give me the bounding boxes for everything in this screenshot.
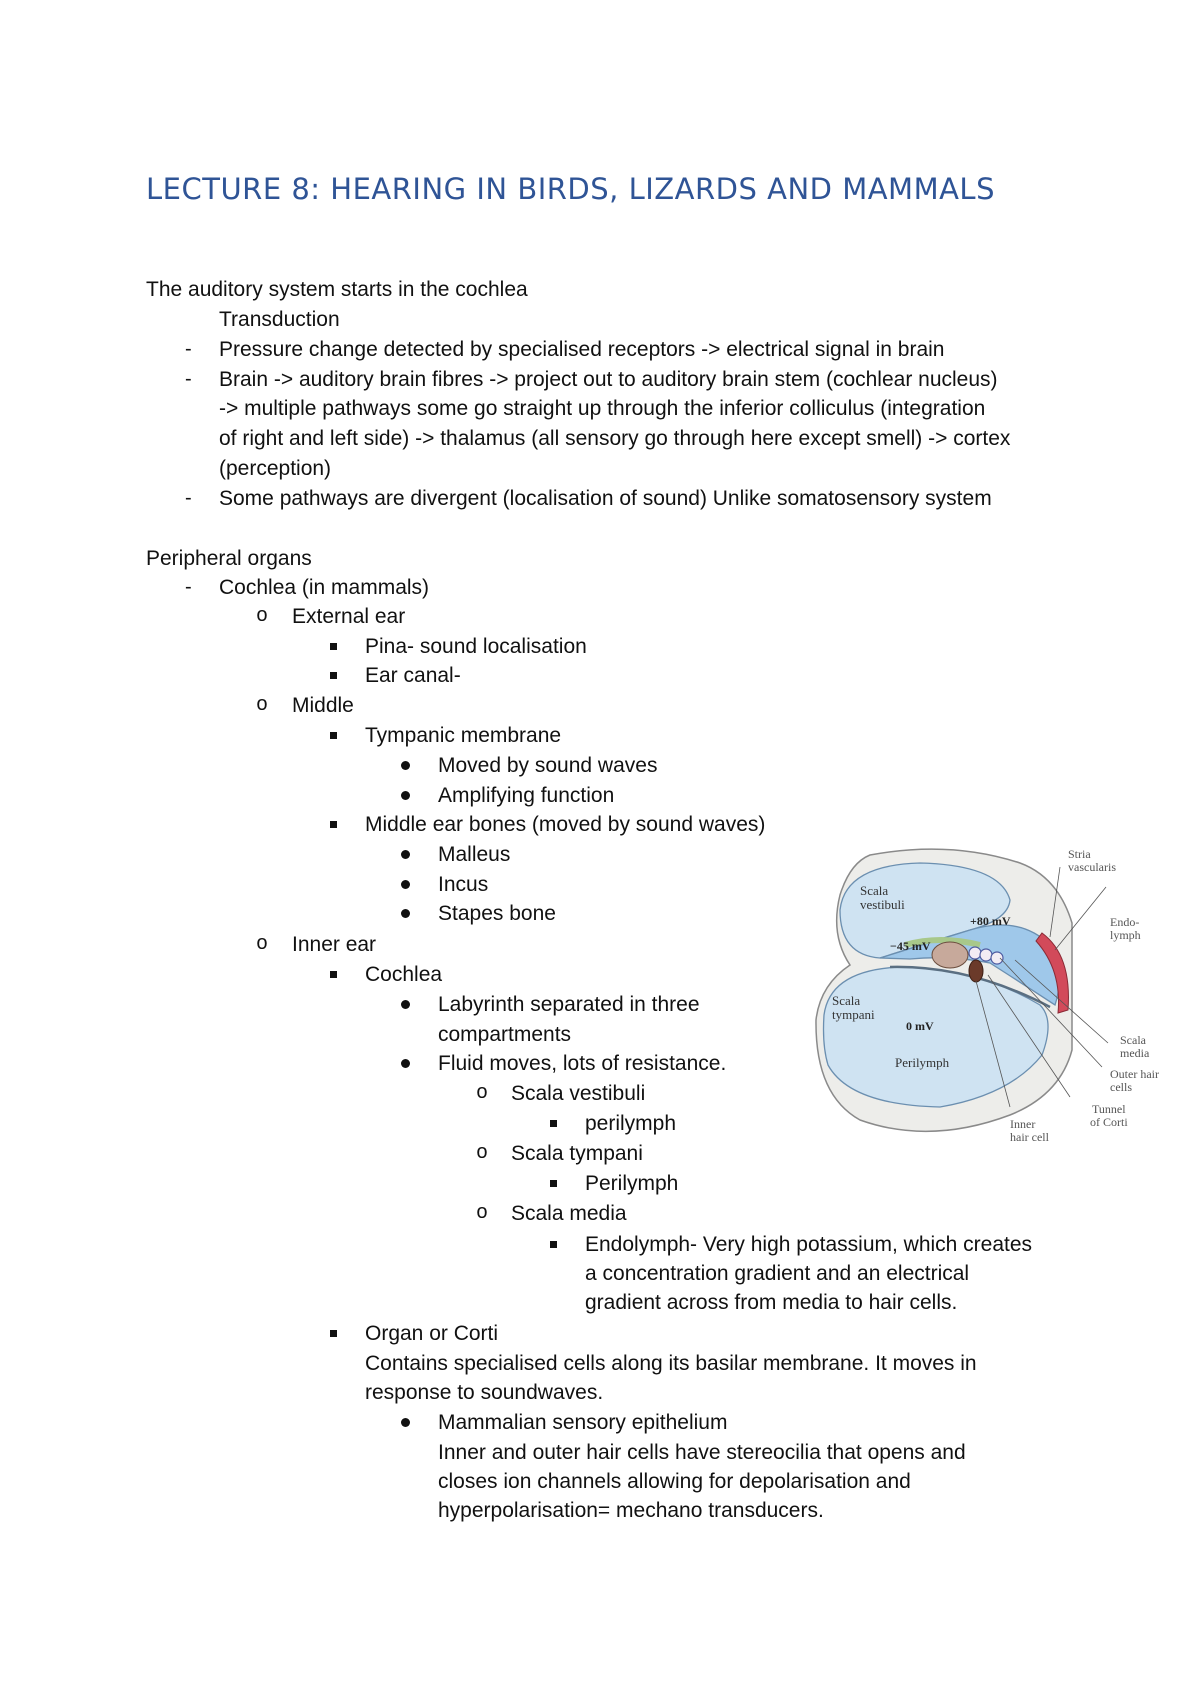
- paragraph: hyperpolarisation= mechano transducers.: [438, 1499, 824, 1522]
- outer-hair-cell: [969, 947, 981, 959]
- dot-bullet: [401, 1418, 410, 1427]
- cochlea-cross-section-diagram: [810, 845, 1182, 1175]
- label-scala-tympani: Scala: [832, 993, 861, 1008]
- list-item: Scala vestibuli: [511, 1082, 646, 1105]
- list-item: External ear: [292, 605, 406, 628]
- label-plus80: +80 mV: [970, 914, 1011, 928]
- list-item: Endolymph- Very high potassium, which creates: [585, 1233, 1033, 1256]
- square-bullet: [550, 1241, 557, 1248]
- list-item: Ear canal-: [365, 664, 461, 687]
- label-stria-vascularis: vascularis: [1068, 860, 1116, 874]
- circle-bullet: o: [256, 605, 269, 628]
- square-bullet: [550, 1120, 557, 1127]
- dot-bullet: [401, 1059, 410, 1068]
- label-scala-tympani: tympani: [832, 1007, 875, 1022]
- dot-bullet: [401, 880, 410, 889]
- paragraph: response to soundwaves.: [365, 1381, 604, 1404]
- label-endolymph: Endo-: [1110, 915, 1140, 929]
- label-zero: 0 mV: [906, 1019, 934, 1033]
- label-tunnel-of-corti: of Corti: [1090, 1115, 1128, 1129]
- list-item-continuation: (perception): [219, 457, 332, 480]
- list-item: Fluid moves, lots of resistance.: [438, 1052, 727, 1075]
- list-item: Scala tympani: [511, 1142, 643, 1165]
- circle-bullet: o: [256, 933, 269, 956]
- label-scala-media: Scala: [1120, 1033, 1146, 1047]
- list-item: Inner ear: [292, 933, 377, 956]
- organ-of-corti: [932, 942, 968, 968]
- dot-bullet: [401, 909, 410, 918]
- paragraph: Inner and outer hair cells have stereocilia that opens and: [438, 1441, 966, 1464]
- list-item: Scala media: [511, 1202, 627, 1225]
- label-perilymph: Perilymph: [895, 1055, 950, 1070]
- list-item: Incus: [438, 873, 489, 896]
- label-endolymph: lymph: [1110, 928, 1141, 942]
- list-item: Labyrinth separated in three: [438, 993, 700, 1016]
- dash-bullet: -: [185, 576, 192, 598]
- label-scala-vestibuli: vestibuli: [860, 897, 905, 912]
- circle-bullet: o: [476, 1082, 489, 1105]
- list-item: Amplifying function: [438, 784, 615, 807]
- paragraph: Contains specialised cells along its basilar membrane. It moves in: [365, 1352, 977, 1375]
- list-item: perilymph: [585, 1112, 677, 1135]
- dot-bullet: [401, 791, 410, 800]
- square-bullet: [330, 1330, 337, 1337]
- list-item: Malleus: [438, 843, 511, 866]
- list-item-continuation: a concentration gradient and an electrical: [585, 1262, 970, 1285]
- dash-bullet: -: [185, 487, 192, 509]
- label-scala-media: media: [1120, 1046, 1150, 1060]
- list-item: Middle ear bones (moved by sound waves): [365, 813, 766, 836]
- section-heading: Peripheral organs: [146, 547, 312, 570]
- list-item: Stapes bone: [438, 902, 556, 925]
- dot-bullet: [401, 761, 410, 770]
- list-item: Pina- sound localisation: [365, 635, 587, 658]
- outer-hair-cell: [980, 949, 992, 961]
- list-item-continuation: compartments: [438, 1023, 572, 1046]
- circle-bullet: o: [476, 1202, 489, 1225]
- list-item: Tympanic membrane: [365, 724, 562, 747]
- square-bullet: [330, 643, 337, 650]
- label-stria-vascularis: Stria: [1068, 847, 1091, 861]
- label-tunnel-of-corti: Tunnel: [1092, 1102, 1126, 1116]
- subheading: Transduction: [219, 308, 340, 331]
- list-item: Pressure change detected by specialised receptors -> electrical signal in brain: [219, 338, 945, 361]
- label-inner-hair-cell: hair cell: [1010, 1130, 1049, 1144]
- list-item: Brain -> auditory brain fibres -> project out to auditory brain stem (cochlear nucleus): [219, 368, 998, 391]
- list-item: Middle: [292, 694, 354, 717]
- section-heading: The auditory system starts in the cochlea: [146, 278, 528, 301]
- paragraph: closes ion channels allowing for depolarisation and: [438, 1470, 911, 1493]
- label-inner-hair-cell: Inner: [1010, 1117, 1036, 1131]
- square-bullet: [550, 1180, 557, 1187]
- list-item: Some pathways are divergent (localisation of sound) Unlike somatosensory system: [219, 487, 992, 510]
- list-item: Organ or Corti: [365, 1322, 499, 1345]
- list-item: Cochlea: [365, 963, 443, 986]
- square-bullet: [330, 732, 337, 739]
- dash-bullet: -: [185, 338, 192, 360]
- list-item: Moved by sound waves: [438, 754, 658, 777]
- label-scala-vestibuli: Scala: [860, 883, 889, 898]
- dot-bullet: [401, 850, 410, 859]
- dot-bullet: [401, 1000, 410, 1009]
- square-bullet: [330, 821, 337, 828]
- list-item: Perilymph: [585, 1172, 679, 1195]
- square-bullet: [330, 971, 337, 978]
- outer-hair-cell: [991, 952, 1003, 964]
- label-outer-hair-cells: Outer hair: [1110, 1067, 1159, 1081]
- inner-hair-cell: [969, 960, 983, 982]
- dash-bullet: -: [185, 368, 192, 390]
- circle-bullet: o: [476, 1142, 489, 1165]
- label-minus45: −45 mV: [890, 939, 931, 953]
- list-item-continuation: gradient across from media to hair cells.: [585, 1291, 958, 1314]
- square-bullet: [330, 672, 337, 679]
- label-outer-hair-cells: cells: [1110, 1080, 1132, 1094]
- list-item-continuation: -> multiple pathways some go straight up through the inferior colliculus (integration: [219, 397, 986, 420]
- page-title: LECTURE 8: HEARING IN BIRDS, LIZARDS AND MAMMALS: [146, 172, 995, 206]
- list-item: Cochlea (in mammals): [219, 576, 430, 599]
- list-item-continuation: of right and left side) -> thalamus (all sensory go through here except smell) -> cortex: [219, 427, 1011, 450]
- list-item: Mammalian sensory epithelium: [438, 1411, 728, 1434]
- circle-bullet: o: [256, 694, 269, 717]
